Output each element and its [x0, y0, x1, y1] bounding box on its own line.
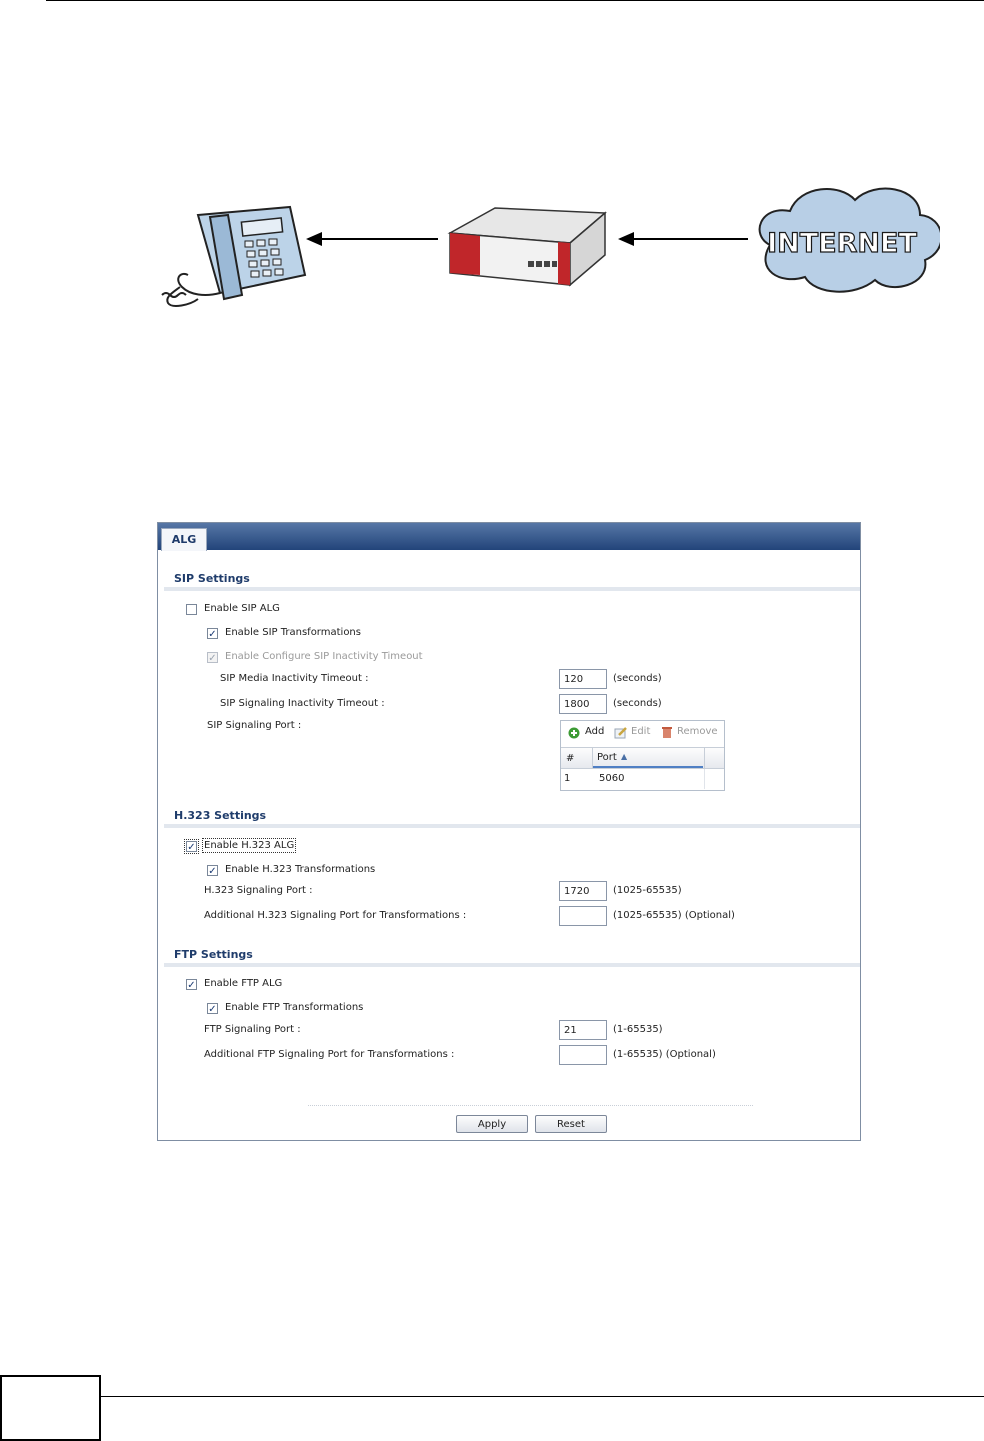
enable-sip-transformations-checkbox[interactable]: ✓ [208, 629, 217, 640]
sip-media-timeout-input[interactable] [559, 669, 607, 689]
h323-additional-port-range: (1025-65535) (Optional) [613, 910, 735, 921]
h323-settings-title: H.323 Settings [174, 809, 267, 822]
sort-ascending-icon: ▲ [621, 752, 628, 761]
enable-ftp-transformations-label: Enable FTP Transformations [225, 1002, 364, 1013]
edit-button[interactable]: Edit [631, 726, 651, 737]
router-icon [450, 208, 605, 285]
enable-h323-transformations-label: Enable H.323 Transformations [225, 864, 376, 875]
grid-header [561, 747, 724, 769]
row-index: 1 [564, 773, 571, 784]
edit-icon [614, 726, 628, 739]
ftp-additional-port-label: Additional FTP Signaling Port for Transformations : [204, 1049, 455, 1060]
enable-h323-alg-checkbox[interactable]: ✓ [187, 842, 196, 853]
apply-button[interactable]: Apply [456, 1115, 528, 1133]
column-port-header[interactable]: Port [597, 752, 617, 763]
add-button[interactable]: Add [585, 726, 605, 737]
h323-signaling-port-range: (1025-65535) [613, 885, 682, 896]
enable-sip-inactivity-timeout-label: Enable Configure SIP Inactivity Timeout [225, 651, 423, 662]
internet-label: INTERNET [767, 228, 917, 259]
sip-settings-title: SIP Settings [174, 572, 250, 585]
sip-media-timeout-unit: (seconds) [613, 673, 662, 684]
enable-h323-alg-label: Enable H.323 ALG [204, 840, 295, 851]
page-number-box [0, 1375, 101, 1441]
h323-signaling-port-label: H.323 Signaling Port : [204, 885, 313, 896]
ftp-signaling-port-label: FTP Signaling Port : [204, 1024, 301, 1035]
h323-additional-port-input[interactable] [559, 906, 607, 926]
sip-signaling-timeout-input[interactable] [559, 694, 607, 714]
enable-sip-alg-label: Enable SIP ALG [204, 603, 280, 614]
tab-bar [158, 523, 860, 550]
remove-icon [661, 726, 673, 739]
sip-port-grid [560, 720, 725, 791]
ftp-settings-title: FTP Settings [174, 948, 253, 961]
ftp-additional-port-input[interactable] [559, 1045, 607, 1065]
ftp-additional-port-range: (1-65535) (Optional) [613, 1049, 716, 1060]
remove-button[interactable]: Remove [677, 726, 718, 737]
enable-h323-transformations-checkbox[interactable]: ✓ [208, 866, 217, 877]
alg-panel [157, 522, 861, 1141]
sip-signaling-timeout-label: SIP Signaling Inactivity Timeout : [220, 698, 385, 709]
enable-sip-alg-checkbox[interactable] [186, 604, 197, 615]
page-bottom-rule [99, 1396, 984, 1397]
enable-sip-transformations-label: Enable SIP Transformations [225, 627, 361, 638]
reset-button[interactable]: Reset [535, 1115, 607, 1133]
h323-section-rule [164, 824, 860, 828]
enable-sip-inactivity-timeout-checkbox[interactable]: ✓ [208, 653, 217, 664]
ftp-signaling-port-range: (1-65535) [613, 1024, 663, 1035]
sip-media-timeout-label: SIP Media Inactivity Timeout : [220, 673, 369, 684]
sip-section-rule [164, 587, 860, 591]
ftp-signaling-port-input[interactable] [559, 1020, 607, 1040]
enable-ftp-alg-label: Enable FTP ALG [204, 978, 283, 989]
sip-signaling-timeout-unit: (seconds) [613, 698, 662, 709]
table-row[interactable] [561, 769, 724, 789]
tab-alg[interactable]: ALG [161, 528, 207, 551]
enable-ftp-alg-checkbox[interactable]: ✓ [187, 980, 196, 991]
column-index-header: # [566, 753, 575, 764]
telephone-icon [162, 207, 305, 306]
sip-signaling-port-label: SIP Signaling Port : [207, 720, 302, 731]
add-icon[interactable] [568, 727, 580, 739]
ftp-section-rule [164, 963, 860, 967]
button-divider [308, 1105, 753, 1107]
sip-alg-diagram [150, 175, 940, 325]
page-top-rule [46, 0, 984, 1]
enable-ftp-transformations-checkbox[interactable]: ✓ [208, 1004, 217, 1015]
h323-additional-port-label: Additional H.323 Signaling Port for Transformations : [204, 910, 467, 921]
h323-signaling-port-input[interactable] [559, 881, 607, 901]
row-port: 5060 [599, 773, 625, 784]
